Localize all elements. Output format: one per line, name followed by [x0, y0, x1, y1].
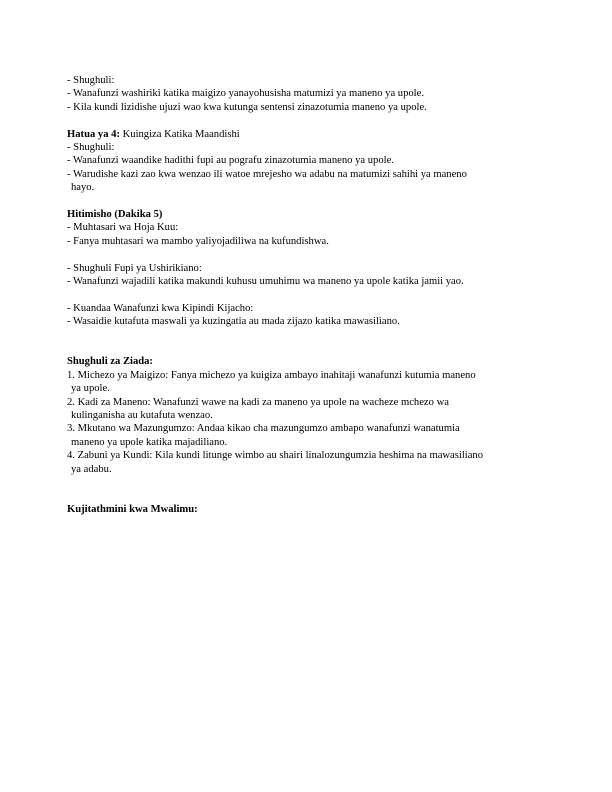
section-heading-hatua-4	[67, 128, 547, 141]
spacer	[67, 329, 547, 356]
text-line: - Shughuli Fupi ya Ushirikiano:	[67, 262, 202, 274]
section-heading-ziada: Shughuli za Ziada:	[67, 356, 153, 368]
text-line: - Shughuli:	[67, 142, 115, 154]
list-item: 4. Zabuni ya Kundi: Kila kundi litunge wimbo au shairi linalozungumzia heshima na mawasiliano	[67, 450, 484, 462]
section-heading-hitimisho: Hitimisho (Dakika 5)	[67, 209, 163, 221]
spacer	[67, 114, 547, 127]
spacer	[67, 288, 547, 301]
text-line: - Muhtasari wa Hoja Kuu:	[67, 222, 179, 234]
text-line: - Kila kundi lizidishe ujuzi wao kwa kutunga sentensi zinazotumia maneno ya upole.	[67, 101, 427, 113]
list-item-continuation: ya upole.	[71, 383, 110, 395]
section-heading-kujitathmini: Kujitathmini kwa Mwalimu:	[67, 503, 198, 515]
list-item-continuation: ya adabu.	[71, 463, 112, 475]
text-line: - Fanya muhtasari wa mambo yaliyojadiliwa na kufundishwa.	[67, 235, 329, 247]
text-line: - Wanafunzi waandike hadithi fupi au pografu zinazotumia maneno ya upole.	[67, 155, 394, 167]
list-item: 3. Mkutano wa Mazungumzo: Andaa kikao cha mazungumzo ambapo wanafunzi wanatumia	[67, 423, 460, 435]
list-item-continuation: maneno ya upole katika majadiliano.	[71, 436, 228, 448]
text-line: - Wanafunzi washiriki katika maigizo yanayohusisha matumizi ya maneno ya upole.	[67, 88, 424, 100]
spacer	[67, 476, 547, 503]
text-line: - Wasaidie kutafuta maswali ya kuzingatia au mada zijazo katika mawasiliano.	[67, 316, 400, 328]
list-item: 2. Kadi za Maneno: Wanafunzi wawe na kadi za maneno ya upole na wacheze mchezo wa	[67, 396, 449, 408]
spacer	[67, 248, 547, 261]
page-content	[67, 74, 547, 516]
text-line: - Shughuli:	[67, 75, 115, 86]
list-item: 1. Michezo ya Maigizo: Fanya michezo ya kuigiza ambayo inahitaji wanafunzi kutumia maneno	[67, 369, 476, 381]
list-item-continuation: kulinganisha au kutafuta wenzao.	[71, 410, 213, 422]
spacer	[67, 195, 547, 208]
heading-label: Hatua ya 4:	[67, 128, 120, 140]
text-line: - Wanafunzi wajadili katika makundi kuhusu umuhimu wa maneno ya upole katika jamii yao.	[67, 276, 464, 288]
text-line: hayo.	[71, 182, 95, 194]
text-line: - Kuandaa Wanafunzi kwa Kipindi Kijacho:	[67, 302, 254, 314]
heading-title: Kuingiza Katika Maandishi	[119, 128, 240, 140]
text-line: - Warudishe kazi zao kwa wenzao ili watoe mrejesho wa adabu na matumizi sahihi ya maneno	[67, 168, 467, 180]
